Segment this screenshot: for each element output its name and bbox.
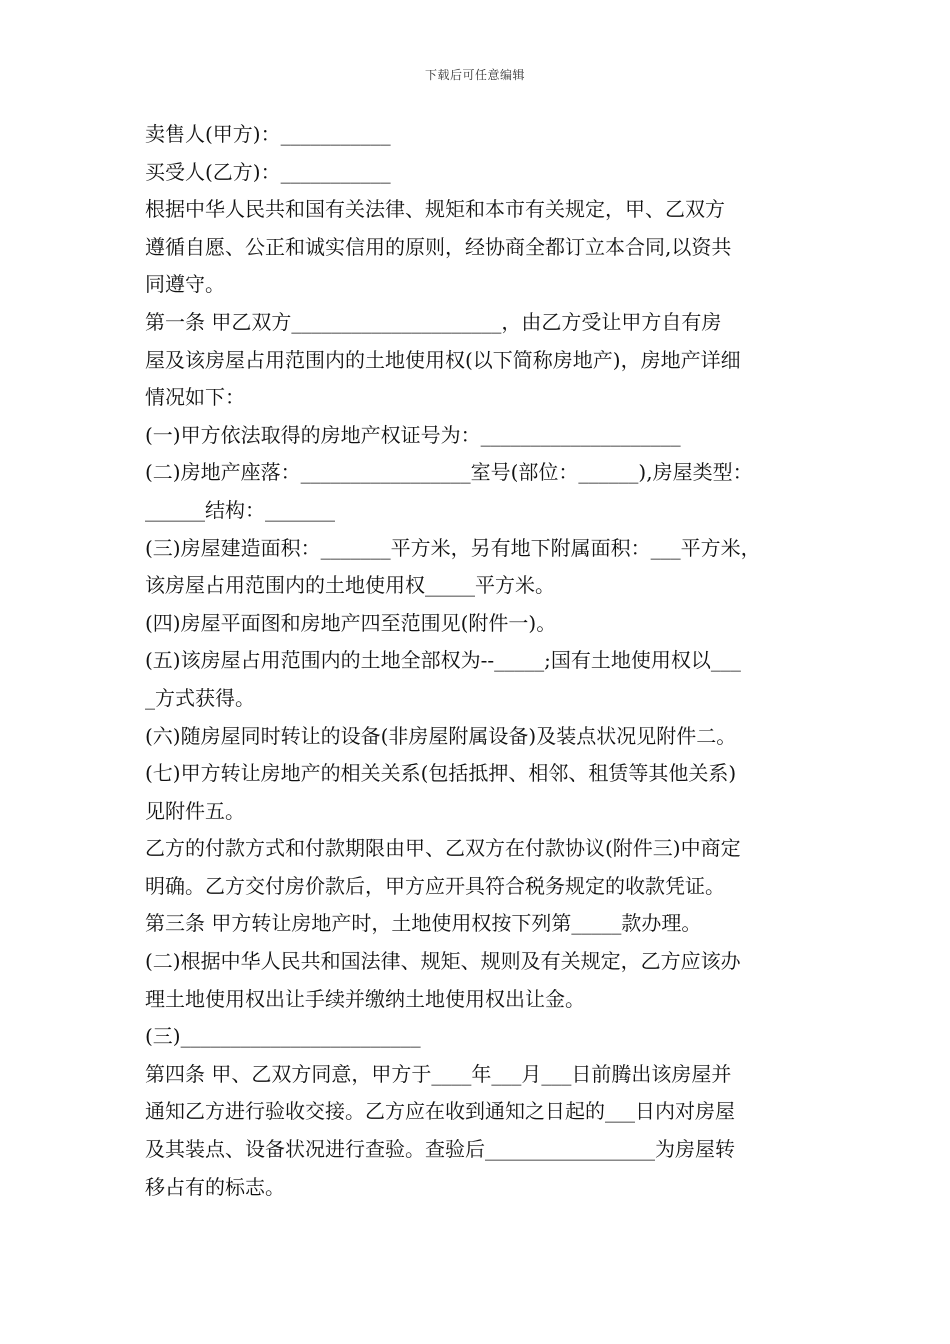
text-line: _方式获得。 xyxy=(145,685,255,710)
text-line: (三)房屋建造面积：_______平方米，另有地下附属面积：___平方米， xyxy=(145,535,761,560)
text-line: (二)根据中华人民共和国法律、规矩、规则及有关规定，乙方应该办 xyxy=(145,949,741,974)
text-line: 移占有的标志。 xyxy=(145,1174,285,1199)
text-line: ______结构：_______ xyxy=(145,497,335,522)
text-line: (六)随房屋同时转让的设备(非房屋附属设备)及装点状况见附件二。 xyxy=(145,723,737,748)
contract-body xyxy=(145,116,817,1206)
text-line: 遵循自愿、公正和诚实信用的原则，经协商全都订立本合同,以资共 xyxy=(145,234,732,259)
text-line: (三)________________________ xyxy=(145,1024,421,1049)
text-line: 买受人(乙方)：___________ xyxy=(145,159,391,184)
text-line: 乙方的付款方式和付款期限由甲、乙双方在付款协议(附件三)中商定 xyxy=(145,836,741,861)
text-line: 见附件五。 xyxy=(145,798,245,823)
text-line: 同遵守。 xyxy=(145,272,225,297)
text-line: (二)房地产座落：_________________室号(部位：______),房屋类型： xyxy=(145,460,753,485)
page-header-note: 下载后可任意编辑 xyxy=(424,68,525,82)
text-line: 及其装点、设备状况进行查验。查验后_________________为房屋转 xyxy=(145,1137,735,1162)
text-line: 第四条 甲、乙双方同意，甲方于____年___月___日前腾出该房屋并 xyxy=(145,1061,732,1086)
text-line: 明确。乙方交付房价款后，甲方应开具符合税务规定的收款凭证。 xyxy=(145,873,725,898)
text-line: 通知乙方进行验收交接。乙方应在收到通知之日起的___日内对房屋 xyxy=(145,1099,735,1124)
text-line: 情况如下： xyxy=(145,385,245,410)
text-line: 根据中华人民共和国有关法律、规矩和本市有关规定，甲、乙双方 xyxy=(145,197,725,222)
text-line: (一)甲方依法取得的房地产权证号为：____________________ xyxy=(145,422,681,447)
text-line: 理土地使用权出让手续并缴纳土地使用权出让金。 xyxy=(145,986,585,1011)
text-line: 卖售人(甲方)：___________ xyxy=(145,122,391,146)
text-line: (四)房屋平面图和房地产四至范围见(附件一)。 xyxy=(145,610,557,635)
text-line: 该房屋占用范围内的土地使用权_____平方米。 xyxy=(145,573,555,598)
text-line: 第一条 甲乙双方_____________________，由乙方受让甲方自有房 xyxy=(145,309,722,334)
text-line: 屋及该房屋占用范围内的土地使用权(以下简称房地产)，房地产详细 xyxy=(145,347,741,372)
text-line: 第三条 甲方转让房地产时，土地使用权按下列第_____款办理。 xyxy=(145,911,702,936)
text-line: (五)该房屋占用范围内的土地全部权为--_____;国有土地使用权以___ xyxy=(145,648,741,673)
text-line: (七)甲方转让房地产的相关关系(包括抵押、相邻、租赁等其他关系) xyxy=(145,761,737,786)
